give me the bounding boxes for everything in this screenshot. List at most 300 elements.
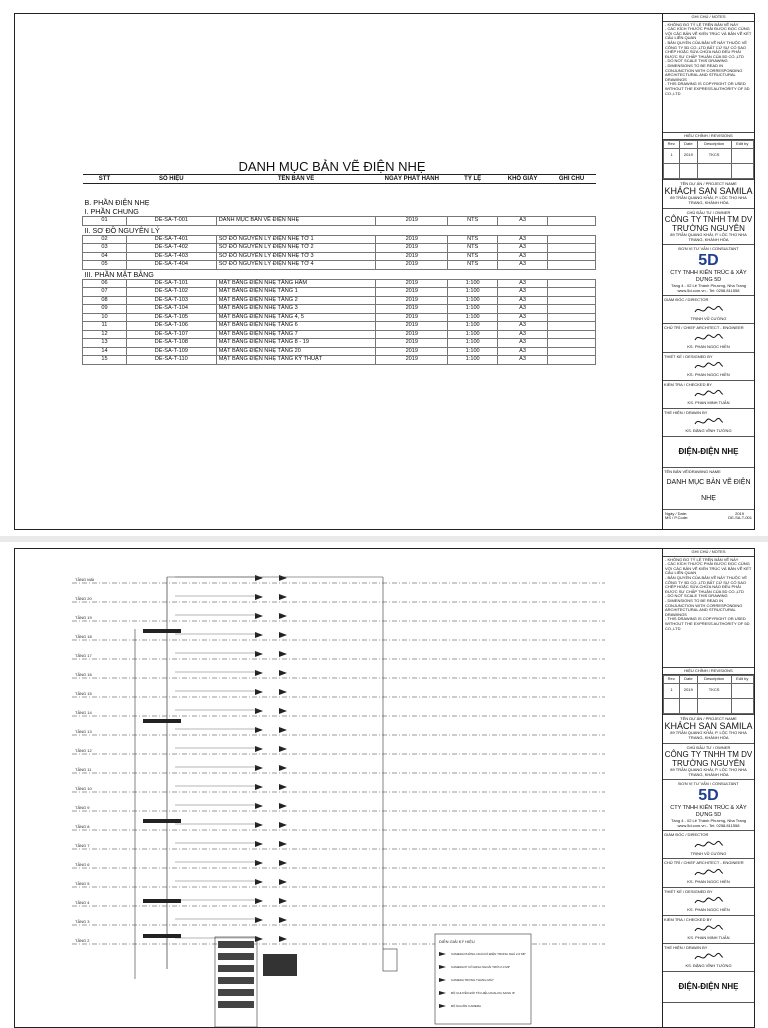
- table-cell: DE-SA-T-110: [126, 356, 216, 365]
- check-block: [663, 381, 754, 409]
- col-code: SỐ HIỆU: [126, 175, 216, 184]
- note-item: - CÁC KÍCH THƯỚC PHẢI ĐƯỢC ĐỌC CÙNG VỚI CÁC BẢN VẼ KIẾN TRÚC VÀ BẢN VẼ KẾT CẤU LIÊN QUAN: [665, 26, 752, 41]
- camera-icon: [279, 746, 287, 752]
- floor-label: TẦNG 6: [75, 862, 90, 867]
- note-item: - BẢN QUYỀN CỦA BẢN VẼ NÀY THUỘC VỀ CÔNG TY 5D CO.,LTD BẤT CỨ SỰ CÓ SAO CHÉP HOẶC SỬA CHỮA NÀO ĐỀU PHẢI ĐƯỢC SỰ CHẤP THUẬN CỦA 5D CO.,LTD: [665, 574, 748, 594]
- consultant-name: CTY TNHH KIẾN TRÚC & XÂY DỰNG 5D: [670, 269, 747, 283]
- legend-item: BỘ NGUỒN CAMERA: [451, 1004, 482, 1008]
- owner-address: 89 TRẦN QUANG KHẢI, P. LỘC THỌ NHA TRANG, KHÁNH HÒA: [670, 767, 747, 777]
- director-label: GIÁM ĐỐC / DIRECTOR: [664, 832, 709, 838]
- camera-icon: [279, 917, 287, 923]
- table-row: [83, 261, 596, 270]
- legend-title: DIỄN GIẢI KÝ HIỆU: [439, 939, 475, 944]
- floor-label: TẦNG 2: [75, 938, 90, 943]
- camera-icon: [279, 841, 287, 847]
- table-cell: NTS: [448, 244, 498, 253]
- table-cell: [548, 288, 596, 297]
- note-item: - DO NOT SCALE THIS DRAWING: [665, 58, 728, 64]
- project-label: TÊN DỰ ÁN / PROJECT NAME: [680, 715, 737, 721]
- table-cell: 01: [83, 217, 127, 226]
- camera-icon: [255, 594, 263, 600]
- table-cell: 03: [83, 244, 127, 253]
- check-name: KS. PHAN MINH TUẤN: [687, 935, 730, 941]
- camera-icon: [255, 632, 263, 638]
- floor-label: TẦNG 19: [75, 615, 92, 620]
- table-cell: 2019: [376, 261, 448, 270]
- table-cell: [548, 261, 596, 270]
- rev-cell: 2019: [680, 148, 698, 163]
- draw-name: KS. ĐẶNG VĨNH TƯỜNG: [685, 428, 732, 434]
- table-cell: 2019: [376, 313, 448, 322]
- table-cell: DE-SA-T-106: [126, 322, 216, 331]
- camera-icon: [279, 651, 287, 657]
- table-cell: DE-SA-T-402: [126, 244, 216, 253]
- design-label: THIẾT KẾ / DESIGNED BY: [664, 888, 713, 894]
- rack-unit: [218, 941, 254, 948]
- floor-label: TẦNG 10: [75, 786, 92, 791]
- table-cell: 09: [83, 305, 127, 314]
- section-heading-schematic: II. SƠ ĐỒ NGUYÊN LÝ: [84, 225, 160, 235]
- consultant-address: Tầng 4 - 02 Lê Thánh Phương, Nha Trang www.5d.com.vn - Tel: 0258.811558: [670, 282, 747, 293]
- notes-header: GHI CHÚ / NOTES: [663, 549, 754, 557]
- legend-item: CAMERA TRONG THANG MÁY: [451, 978, 494, 982]
- table-cell: MẶT BẰNG ĐIỆN NHẸ TẦNG 2: [216, 296, 376, 305]
- camera-icon: [255, 898, 263, 904]
- table-cell: DE-SA-T-404: [126, 261, 216, 270]
- camera-icon: [255, 613, 263, 619]
- table-row: [83, 356, 596, 365]
- table-cell: 12: [83, 330, 127, 339]
- table-cell: 08: [83, 296, 127, 305]
- camera-riser-diagram: [15, 549, 665, 1027]
- network-switch: [143, 934, 181, 938]
- table-row: [83, 235, 596, 244]
- floor-label: TẦNG 16: [75, 672, 92, 677]
- draw-label: THỂ HIỆN / DRAWN BY: [664, 944, 708, 950]
- code-label: MS / P.Code:: [665, 515, 689, 521]
- table-cell: [548, 235, 596, 244]
- table-cell: A3: [498, 244, 548, 253]
- table-cell: DE-SA-T-102: [126, 288, 216, 297]
- project-block: [663, 715, 754, 744]
- table-row: [83, 244, 596, 253]
- consultant-label: ĐƠN VỊ TƯ VẤN / CONSULTANT: [678, 781, 739, 787]
- section-heading-b: B. PHẦN ĐIỆN NHẸ: [84, 198, 150, 207]
- designer-signature: [664, 359, 753, 373]
- camera-icon: [279, 784, 287, 790]
- table-cell: 2019: [376, 217, 448, 226]
- notes-list: [663, 557, 754, 668]
- floor-label: TẦNG 18: [75, 634, 92, 639]
- drawing-list-table: [82, 174, 596, 365]
- consultant-address: Tầng 4 - 02 Lê Thánh Phương, Nha Trang www.5d.com.vn - Tel: 0258.811558: [670, 817, 747, 828]
- camera-icon: [279, 803, 287, 809]
- table-cell: [548, 296, 596, 305]
- checker-signature: [664, 922, 753, 936]
- table-cell: MẶT BẰNG ĐIỆN NHẸ TẦNG 8 - 19: [216, 339, 376, 348]
- table-cell: 2019: [376, 339, 448, 348]
- note-item: - THIS DRAWING IS COPYRIGHT OR USED WITHOUT THE EXPRESS AUTHORITY OF 5D CO.,LTD: [665, 81, 750, 96]
- table-cell: NTS: [448, 235, 498, 244]
- check-block: [663, 916, 754, 944]
- camera-icon: [279, 936, 287, 942]
- table-cell: 1:100: [448, 356, 498, 365]
- table-cell: 04: [83, 252, 127, 261]
- table-cell: [548, 252, 596, 261]
- col-stt: STT: [83, 175, 127, 184]
- table-row: [83, 252, 596, 261]
- chief-label: CHỦ TRÌ / CHIEF ARCHITECT - ENGINEER: [664, 860, 744, 866]
- note-item: - KHÔNG ĐO TỶ LỆ TRÊN BẢN VẼ NÀY: [665, 556, 739, 562]
- consultant-name: CTY TNHH KIẾN TRÚC & XÂY DỰNG 5D: [670, 804, 747, 818]
- floor-label: TẦNG 7: [75, 843, 90, 848]
- rev-cell: TKCS: [697, 148, 731, 163]
- rev-col: Rev.: [664, 676, 680, 684]
- camera-icon: [255, 746, 263, 752]
- director-name: TRỊNH VŨ CƯỜNG: [690, 850, 727, 856]
- table-cell: 1:100: [448, 313, 498, 322]
- owner-block: [663, 744, 754, 781]
- legend-item: CAMERA IP CỐ ĐỊNH NGOÀI TRỜI 2.0 MP: [451, 965, 510, 969]
- table-cell: DE-SA-T-403: [126, 252, 216, 261]
- title-block-2: [662, 549, 754, 1027]
- table-row: [83, 347, 596, 356]
- camera-icon: [255, 822, 263, 828]
- table-cell: 2019: [376, 235, 448, 244]
- camera-icon: [255, 879, 263, 885]
- project-address: 89 TRẦN QUANG KHẢI, P. LỘC THỌ NHA TRANG, KHÁNH HÒA: [670, 730, 747, 740]
- camera-icon: [279, 879, 287, 885]
- floor-label: TẦNG 13: [75, 729, 92, 734]
- note-item: - DIMENSIONS TO BE READ IN CONJUNCTION WITH CORRESPONDING ARCHITECTURAL AND STRUCTURAL DRAWINGS: [665, 597, 743, 617]
- table-cell: 1:100: [448, 305, 498, 314]
- camera-icon: [279, 689, 287, 695]
- table-cell: [548, 339, 596, 348]
- owner-name: CÔNG TY TNHH TM DV TRƯỜNG NGUYÊN: [664, 215, 753, 234]
- table-cell: NTS: [448, 217, 498, 226]
- table-cell: DE-SA-T-001: [126, 217, 216, 226]
- rev-cell: 1: [664, 683, 680, 698]
- drawing-name-block: [663, 468, 754, 510]
- rev-col: Date: [680, 141, 698, 149]
- rev-col: Description: [697, 141, 731, 149]
- camera-icon: [255, 727, 263, 733]
- table-cell: DE-SA-T-104: [126, 305, 216, 314]
- table-cell: 15: [83, 356, 127, 365]
- table-cell: 1:100: [448, 279, 498, 288]
- check-label: KIỂM TRA / CHECKED BY: [664, 916, 712, 922]
- table-cell: MẶT BẰNG ĐIỆN NHẸ TẦNG 3: [216, 305, 376, 314]
- table-cell: A3: [498, 261, 548, 270]
- table-row: [83, 322, 596, 331]
- table-cell: [548, 217, 596, 226]
- table-cell: 1:100: [448, 288, 498, 297]
- design-block: [663, 888, 754, 916]
- camera-icon: [279, 670, 287, 676]
- chief-label: CHỦ TRÌ / CHIEF ARCHITECT - ENGINEER: [664, 325, 744, 331]
- table-cell: A3: [498, 330, 548, 339]
- director-signature: [664, 303, 753, 317]
- floor-label: TẦNG 9: [75, 805, 90, 810]
- designer-signature: [664, 894, 753, 908]
- table-cell: A3: [498, 279, 548, 288]
- table-cell: [548, 322, 596, 331]
- revisions-header: HIỆU CHỈNH / REVISIONS: [663, 133, 754, 141]
- date-code-block: [663, 510, 754, 523]
- table-cell: DE-SA-T-105: [126, 313, 216, 322]
- code-value: DE-SA-T-001: [728, 515, 752, 521]
- table-row: [83, 279, 596, 288]
- floor-label: TẦNG MÁI: [75, 577, 95, 582]
- table-cell: 06: [83, 279, 127, 288]
- note-item: - BẢN QUYỀN CỦA BẢN VẼ NÀY THUỘC VỀ CÔNG TY 5D CO.,LTD BẤT CỨ SỰ CÓ SAO CHÉP HOẶC SỬA CHỮA NÀO ĐỀU PHẢI ĐƯỢC SỰ CHẤP THUẬN CỦA 5D CO.,LTD: [665, 39, 748, 59]
- camera-icon: [279, 613, 287, 619]
- rev-cell: TKCS: [697, 683, 731, 698]
- table-cell: 1:100: [448, 347, 498, 356]
- table-cell: A3: [498, 356, 548, 365]
- drawing-sheet-schematic: [14, 548, 755, 1028]
- col-scale: TỶ LỆ: [448, 175, 498, 184]
- company-logo: 5D: [698, 251, 719, 269]
- section-heading-general: I. PHẦN CHUNG: [84, 207, 139, 216]
- table-cell: 2019: [376, 288, 448, 297]
- project-name: KHÁCH SẠN SAMILA: [664, 721, 753, 732]
- camera-icon: [255, 765, 263, 771]
- table-cell: NTS: [448, 261, 498, 270]
- rev-col: Date: [680, 676, 698, 684]
- table-cell: [548, 244, 596, 253]
- table-cell: A3: [498, 288, 548, 297]
- director-name: TRỊNH VŨ CƯỜNG: [690, 315, 727, 321]
- table-row: [83, 313, 596, 322]
- draw-name: KS. ĐẶNG VĨNH TƯỜNG: [685, 963, 732, 969]
- draw-label: THỂ HIỆN / DRAWN BY: [664, 409, 708, 415]
- checker-signature: [664, 387, 753, 401]
- chief-name: KS. PHAN NGỌC HIỀN: [687, 878, 730, 884]
- network-switch: [143, 819, 181, 823]
- table-cell: 1:100: [448, 330, 498, 339]
- table-cell: A3: [498, 339, 548, 348]
- project-address: 89 TRẦN QUANG KHẢI, P. LỘC THỌ NHA TRANG, KHÁNH HÒA: [670, 195, 747, 205]
- panel-box: [383, 949, 397, 971]
- table-cell: DE-SA-T-101: [126, 279, 216, 288]
- table-cell: SƠ ĐỒ NGUYÊN LÝ ĐIỆN NHẸ TỜ 4: [216, 261, 376, 270]
- floor-label: TẦNG 15: [75, 691, 92, 696]
- director-signature: [664, 838, 753, 852]
- floor-label: TẦNG 12: [75, 748, 92, 753]
- director-label: GIÁM ĐỐC / DIRECTOR: [664, 297, 709, 303]
- chief-signature: [664, 331, 753, 345]
- camera-icon: [279, 727, 287, 733]
- network-switch: [143, 719, 181, 723]
- table-cell: 02: [83, 235, 127, 244]
- rev-col: Description: [697, 676, 731, 684]
- project-name: KHÁCH SẠN SAMILA: [664, 186, 753, 197]
- table-cell: 1:100: [448, 339, 498, 348]
- project-label: TÊN DỰ ÁN / PROJECT NAME: [680, 180, 737, 186]
- network-switch: [143, 899, 181, 903]
- table-cell: 1:100: [448, 296, 498, 305]
- table-cell: SƠ ĐỒ NGUYÊN LÝ ĐIỆN NHẸ TỜ 3: [216, 252, 376, 261]
- rack-unit: [218, 989, 254, 996]
- table-cell: A3: [498, 347, 548, 356]
- table-cell: A3: [498, 252, 548, 261]
- notes-list: [663, 22, 754, 133]
- camera-icon: [255, 708, 263, 714]
- table-cell: 10: [83, 313, 127, 322]
- camera-icon: [255, 860, 263, 866]
- camera-icon: [279, 632, 287, 638]
- consultant-block: [663, 780, 754, 831]
- table-cell: DE-SA-T-107: [126, 330, 216, 339]
- table-cell: [548, 330, 596, 339]
- table-cell: 05: [83, 261, 127, 270]
- table-cell: NTS: [448, 252, 498, 261]
- page-separator: [0, 536, 768, 542]
- drafter-signature: [664, 415, 753, 429]
- chief-signature: [664, 866, 753, 880]
- table-cell: MẶT BẰNG ĐIỆN NHẸ TẦNG 7: [216, 330, 376, 339]
- table-cell: [548, 305, 596, 314]
- section-heading-plan: III. PHẦN MẶT BẰNG: [84, 269, 154, 279]
- table-cell: DE-SA-T-108: [126, 339, 216, 348]
- camera-icon: [255, 575, 263, 581]
- page-title: DANH MỤC BẢN VẼ ĐIỆN NHẸ: [238, 159, 426, 174]
- floor-label: TẦNG 3: [75, 919, 90, 924]
- revisions: [663, 133, 754, 180]
- camera-icon: [255, 917, 263, 923]
- camera-icon: [279, 575, 287, 581]
- table-header-row: [83, 175, 596, 184]
- draw-block: [663, 409, 754, 437]
- owner-label: CHỦ ĐẦU TƯ / OWNER: [686, 209, 731, 215]
- table-cell: MẶT BẰNG ĐIỆN NHẸ TẦNG HẦM: [216, 279, 376, 288]
- check-label: KIỂM TRA / CHECKED BY: [664, 381, 712, 387]
- table-row: [83, 305, 596, 314]
- col-name: TÊN BẢN VẼ: [216, 175, 376, 184]
- table-cell: A3: [498, 296, 548, 305]
- company-logo: 5D: [698, 786, 719, 804]
- drawing-label: TÊN BẢN VẼ/DRAWING NAME: [664, 469, 721, 475]
- table-cell: 2019: [376, 296, 448, 305]
- camera-icon: [279, 765, 287, 771]
- chief-block: [663, 859, 754, 887]
- date-label: Ngày / Date:: [665, 510, 688, 516]
- title-block: [662, 14, 754, 529]
- project-block: [663, 180, 754, 209]
- table-cell: DE-SA-T-109: [126, 347, 216, 356]
- discipline-title: ĐIỆN-ĐIỆN NHẸ: [663, 437, 754, 468]
- floor-label: TẦNG 14: [75, 710, 92, 715]
- floor-label: TẦNG 11: [75, 767, 92, 772]
- chief-block: [663, 324, 754, 352]
- camera-icon: [255, 651, 263, 657]
- legend-item: CAMERA PHÒNG NGỦ/CỔ ĐIỆN TRONG NHÀ 2.0 MP: [451, 952, 526, 956]
- floor-label: TẦNG 5: [75, 881, 90, 886]
- rev-col: Rev.: [664, 141, 680, 149]
- table-row: [83, 330, 596, 339]
- table-cell: MẶT BẰNG ĐIỆN NHẸ TẦNG KỸ THUẬT: [216, 356, 376, 365]
- revisions-header: HIỆU CHỈNH / REVISIONS: [663, 668, 754, 676]
- table-cell: 1:100: [448, 322, 498, 331]
- discipline-title: ĐIỆN-ĐIỆN NHẸ: [663, 972, 754, 1003]
- drafter-signature: [664, 950, 753, 964]
- owner-block: [663, 209, 754, 246]
- drawing-name: DANH MỤC BẢN VẼ ĐIỆN NHẸ: [666, 478, 751, 502]
- table-cell: 13: [83, 339, 127, 348]
- legend-item: BỘ CHUYỂN ĐỔI TÍN HIỆU ANALOG SANG IP: [451, 991, 515, 995]
- rev-cell: [731, 683, 753, 698]
- table-cell: [548, 279, 596, 288]
- table-cell: 2019: [376, 356, 448, 365]
- director-block: [663, 831, 754, 859]
- design-block: [663, 353, 754, 381]
- camera-icon: [255, 803, 263, 809]
- note-item: - CÁC KÍCH THƯỚC PHẢI ĐƯỢC ĐỌC CÙNG VỚI CÁC BẢN VẼ KIẾN TRÚC VÀ BẢN VẼ KẾT CẤU LIÊN QUAN: [665, 561, 752, 576]
- rev-cell: 1: [664, 148, 680, 163]
- table-cell: 2019: [376, 279, 448, 288]
- draw-block: [663, 944, 754, 972]
- table-cell: [548, 356, 596, 365]
- table-cell: DE-SA-T-401: [126, 235, 216, 244]
- rack-unit: [218, 965, 254, 972]
- floor-label: TẦNG 17: [75, 653, 92, 658]
- camera-icon: [255, 784, 263, 790]
- rack-unit: [218, 977, 254, 984]
- rev-col: Edit by: [731, 676, 753, 684]
- rev-cell: 2019: [680, 683, 698, 698]
- table-cell: A3: [498, 322, 548, 331]
- table-row: [83, 339, 596, 348]
- notes-header: GHI CHÚ / NOTES: [663, 14, 754, 22]
- table-row: [83, 296, 596, 305]
- design-label: THIẾT KẾ / DESIGNED BY: [664, 353, 713, 359]
- table-cell: SƠ ĐỒ NGUYÊN LÝ ĐIỆN NHẸ TỜ 2: [216, 244, 376, 253]
- table-cell: MẶT BẰNG ĐIỆN NHẸ TẦNG 20: [216, 347, 376, 356]
- table-cell: [548, 313, 596, 322]
- rack-unit: [218, 1001, 254, 1008]
- table-cell: DANH MỤC BẢN VẼ ĐIỆN NHẸ: [216, 217, 376, 226]
- table-cell: 2019: [376, 330, 448, 339]
- rack-unit: [218, 953, 254, 960]
- director-block: [663, 296, 754, 324]
- owner-label: CHỦ ĐẦU TƯ / OWNER: [686, 744, 731, 750]
- camera-icon: [255, 841, 263, 847]
- table-cell: A3: [498, 313, 548, 322]
- table-row: [83, 217, 596, 226]
- floor-label: TẦNG 20: [75, 596, 92, 601]
- design-name: KS. PHAN NGỌC HIỀN: [687, 907, 730, 913]
- rev-cell: [731, 148, 753, 163]
- table-cell: MẶT BẰNG ĐIỆN NHẸ TẦNG 4, 5: [216, 313, 376, 322]
- owner-address: 89 TRẦN QUANG KHẢI, P. LỘC THỌ NHA TRANG, KHÁNH HÒA: [670, 232, 747, 242]
- camera-icon: [279, 708, 287, 714]
- table-cell: MẶT BẰNG ĐIỆN NHẸ TẦNG 1: [216, 288, 376, 297]
- check-name: KS. PHAN MINH TUẤN: [687, 400, 730, 406]
- col-paper: KHỔ GIẤY: [498, 175, 548, 184]
- note-item: - THIS DRAWING IS COPYRIGHT OR USED WITHOUT THE EXPRESS AUTHORITY OF 5D CO.,LTD: [665, 616, 750, 631]
- table-cell: 11: [83, 322, 127, 331]
- table-cell: MẶT BẰNG ĐIỆN NHẸ TẦNG 6: [216, 322, 376, 331]
- consultant-block: [663, 245, 754, 296]
- table-cell: A3: [498, 235, 548, 244]
- network-switch: [143, 629, 181, 633]
- table-cell: 2019: [376, 322, 448, 331]
- table-cell: [548, 347, 596, 356]
- camera-icon: [255, 670, 263, 676]
- owner-name: CÔNG TY TNHH TM DV TRƯỜNG NGUYÊN: [664, 750, 753, 769]
- camera-icon: [255, 689, 263, 695]
